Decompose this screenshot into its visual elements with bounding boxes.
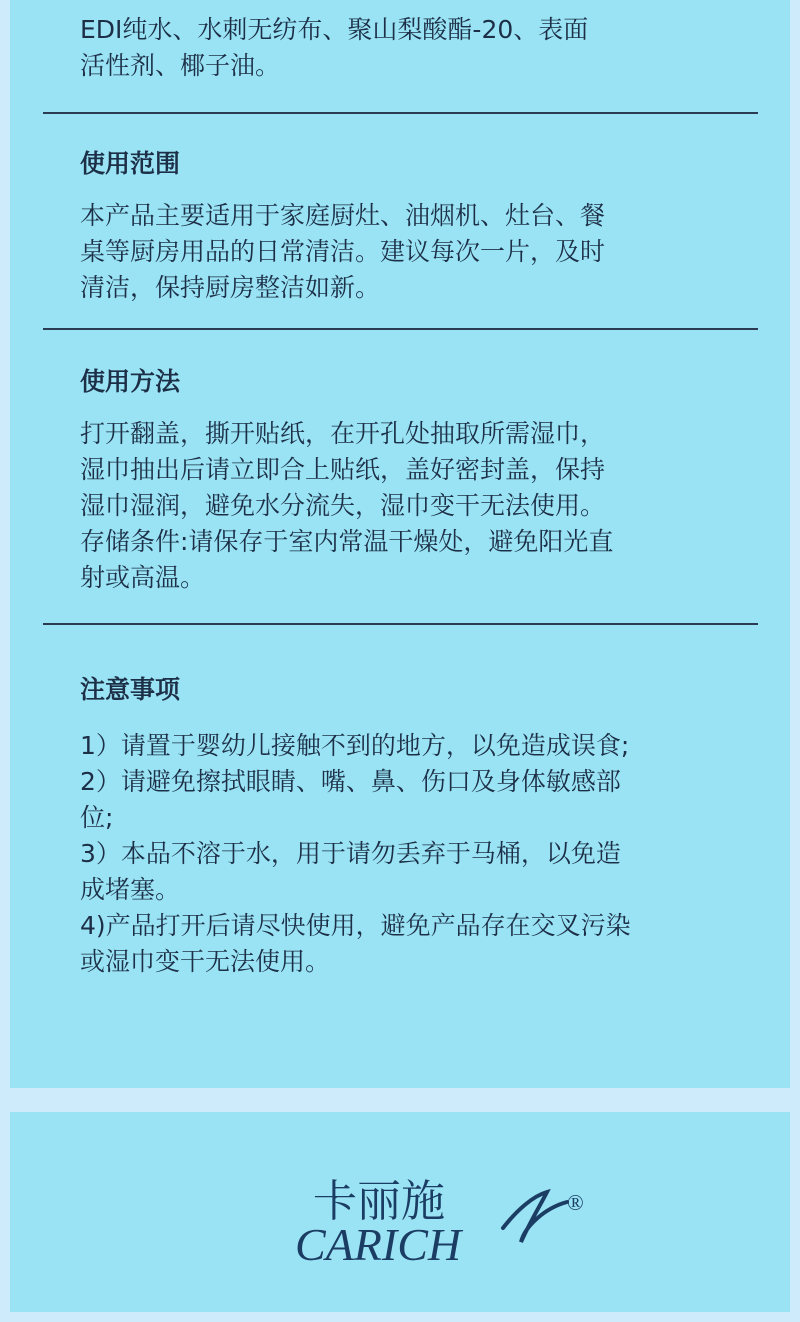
scope-line: 清洁，保持厨房整洁如新。: [80, 273, 381, 302]
notes-line: 或湿巾变干无法使用。: [80, 947, 331, 976]
method-line: 打开翻盖，撕开贴纸，在开孔处抽取所需湿巾，: [80, 419, 606, 448]
notes-line: 4)产品打开后请尽快使用，避免产品存在交叉污染: [80, 911, 631, 940]
method-line: 存储条件:请保存于室内常温干燥处，避免阳光直: [80, 527, 614, 556]
section-divider: [43, 623, 758, 625]
notes-section: [80, 672, 730, 980]
method-section: [80, 364, 730, 596]
notes-line: 1）请置于婴幼儿接触不到的地方，以免造成误食;: [80, 731, 630, 760]
brand-logo: [295, 1152, 615, 1272]
notes-heading: 注意事项: [80, 675, 181, 704]
brand-name-en: CARICH: [295, 1219, 462, 1270]
notes-line: 成堵塞。: [80, 875, 181, 904]
ingredients-line: EDI纯水、水刺无纺布、聚山梨酸酯-20、表面: [80, 15, 589, 44]
scope-heading: 使用范围: [80, 149, 181, 178]
section-divider: [43, 112, 758, 114]
section-divider: [43, 328, 758, 330]
scope-line: 桌等厨房用品的日常清洁。建议每次一片，及时: [80, 237, 606, 266]
method-heading: 使用方法: [80, 367, 181, 396]
method-line: 射或高温。: [80, 563, 206, 592]
notes-line: 2）请避免擦拭眼睛、嘴、鼻、伤口及身体敏感部: [80, 767, 621, 796]
brand-name-cn: 卡丽施: [313, 1177, 445, 1226]
notes-line: 位;: [80, 803, 114, 832]
ingredients-line: 活性剂、椰子油。: [80, 51, 281, 80]
scope-section: [80, 146, 730, 306]
method-line: 湿巾抽出后请立即合上贴纸，盖好密封盖，保持: [80, 455, 606, 484]
notes-line: 3）本品不溶于水，用于请勿丢弃于马桶，以免造: [80, 839, 621, 868]
scope-line: 本产品主要适用于家庭厨灶、油烟机、灶台、餐: [80, 201, 606, 230]
brand-footer: [10, 1112, 790, 1312]
brand-swirl-icon: [503, 1192, 567, 1242]
registered-mark: ®: [567, 1190, 584, 1215]
ingredients-section: [80, 12, 730, 84]
method-line: 湿巾湿润，避免水分流失，湿巾变干无法使用。: [80, 491, 606, 520]
